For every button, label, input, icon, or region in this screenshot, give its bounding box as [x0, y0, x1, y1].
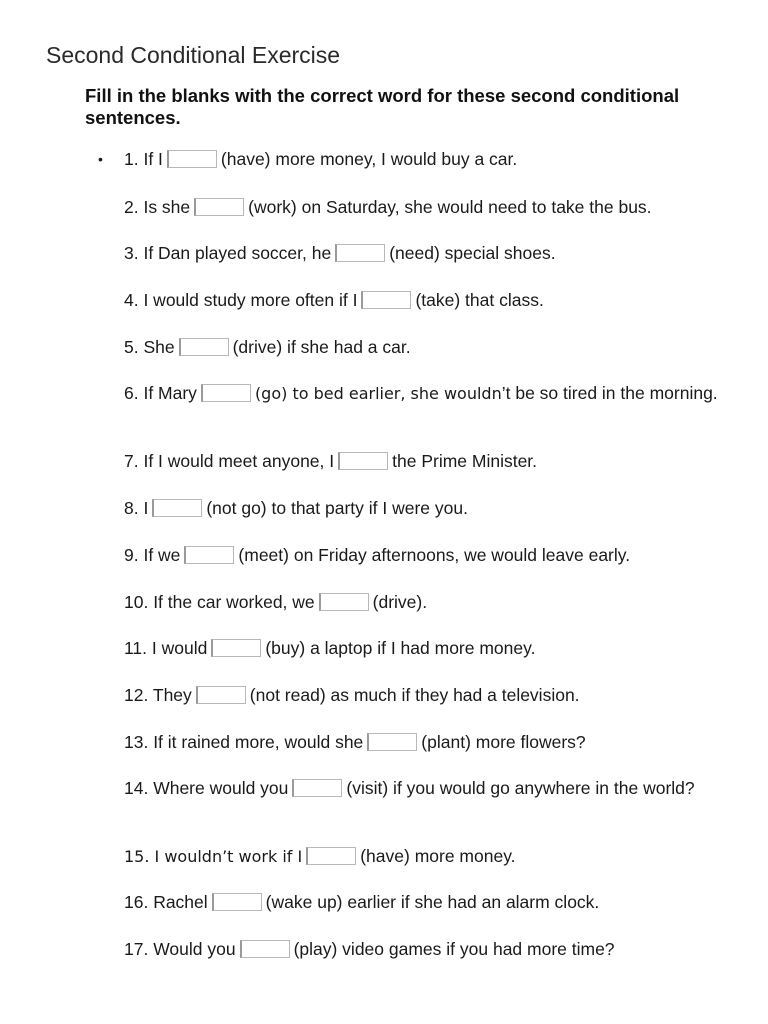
- exercise-item-11: [124, 638, 724, 659]
- exercise-item-2: [124, 197, 724, 218]
- item-text-before-alt: 15. I wouldn’t work if I: [124, 847, 303, 866]
- item-text-before: 16. Rachel: [124, 892, 208, 912]
- exercise-item-5: [124, 337, 724, 358]
- answer-blank-14[interactable]: [292, 779, 342, 797]
- exercise-item-10: [124, 592, 724, 613]
- item-text-before: 4. I would study more often if I: [124, 290, 358, 310]
- item-text-before: 14. Where would you: [124, 778, 289, 798]
- item-text-after: (take) that class.: [415, 290, 544, 310]
- item-text-before: 3. If Dan played soccer, he: [124, 243, 332, 263]
- item-text-before: 13. If it rained more, would she: [124, 732, 364, 752]
- item-text-before: 17. Would you: [124, 939, 236, 959]
- instructions: Fill in the blanks with the correct word for these second conditional sentences.: [85, 85, 680, 128]
- answer-blank-10[interactable]: [319, 593, 369, 611]
- answer-blank-11[interactable]: [211, 639, 261, 657]
- item-text-after: (not read) as much if they had a television.: [249, 685, 580, 705]
- answer-blank-8[interactable]: [152, 499, 202, 517]
- item-text-before: 11. I would: [124, 638, 208, 658]
- item-text-before: 6. If Mary: [124, 383, 197, 403]
- item-text-before: 10. If the car worked, we: [124, 592, 315, 612]
- exercise-item-3: [124, 243, 724, 264]
- item-text-after: (drive) if she had a car.: [232, 337, 411, 357]
- item-text-after: (have) more money, I would buy a car.: [220, 149, 518, 169]
- answer-blank-12[interactable]: [196, 686, 246, 704]
- exercise-item-1: [98, 149, 724, 170]
- page-title: Second Conditional Exercise: [46, 42, 341, 68]
- answer-blank-13[interactable]: [367, 733, 417, 751]
- answer-blank-3[interactable]: [335, 244, 385, 262]
- item-text-after: (visit) if you would go anywhere in the world?: [346, 778, 695, 798]
- answer-blank-16[interactable]: [212, 893, 262, 911]
- exercise-item-4: [124, 290, 724, 311]
- exercise-item-17: [124, 939, 724, 960]
- item-text-after: (have) more money.: [360, 846, 516, 866]
- item-text-after: ’t be so tired in the morning.: [501, 383, 718, 403]
- item-text-before: 8. I: [124, 498, 149, 518]
- item-text-after: (work) on Saturday, she would need to take the bus.: [248, 197, 652, 217]
- item-text-before: 2. Is she: [124, 197, 191, 217]
- answer-blank-7[interactable]: [338, 452, 388, 470]
- item-text-before: 5. She: [124, 337, 175, 357]
- answer-blank-9[interactable]: [184, 546, 234, 564]
- exercise-item-7: [124, 451, 724, 472]
- item-text-after: (meet) on Friday afternoons, we would leave early.: [238, 545, 631, 565]
- exercise-item-12: [124, 685, 724, 706]
- answer-blank-6[interactable]: [201, 384, 251, 402]
- exercise-item-13: [124, 732, 724, 753]
- bullet-icon: •: [98, 151, 103, 167]
- item-text-after: (plant) more flowers?: [421, 732, 586, 752]
- item-text-after: (drive).: [372, 592, 428, 612]
- answer-blank-1[interactable]: [167, 150, 217, 168]
- item-text-after: the Prime Minister.: [392, 451, 538, 471]
- exercise-item-6: [124, 383, 724, 404]
- exercise-item-9: [124, 545, 724, 566]
- exercise-item-8: [124, 498, 724, 519]
- exercise-item-16: [124, 892, 724, 913]
- answer-blank-15[interactable]: [306, 847, 356, 865]
- item-text-after: (need) special shoes.: [389, 243, 556, 263]
- item-text-after: (buy) a laptop if I had more money.: [265, 638, 536, 658]
- answer-blank-4[interactable]: [361, 291, 411, 309]
- item-text-before: 12. They: [124, 685, 192, 705]
- item-text-after: (wake up) earlier if she had an alarm clock.: [265, 892, 600, 912]
- item-text-after: (play) video games if you had more time?: [293, 939, 615, 959]
- item-text-after-alt: (go) to bed earlier, she wouldn: [254, 384, 502, 403]
- item-text-after: (not go) to that party if I were you.: [206, 498, 468, 518]
- exercise-item-15: [124, 846, 724, 867]
- answer-blank-2[interactable]: [194, 198, 244, 216]
- exercise-item-14: [124, 778, 724, 799]
- answer-blank-17[interactable]: [240, 940, 290, 958]
- item-text-before: 9. If we: [124, 545, 181, 565]
- item-text-before: 1. If I: [124, 149, 163, 169]
- item-text-before: 7. If I would meet anyone, I: [124, 451, 335, 471]
- answer-blank-5[interactable]: [179, 338, 229, 356]
